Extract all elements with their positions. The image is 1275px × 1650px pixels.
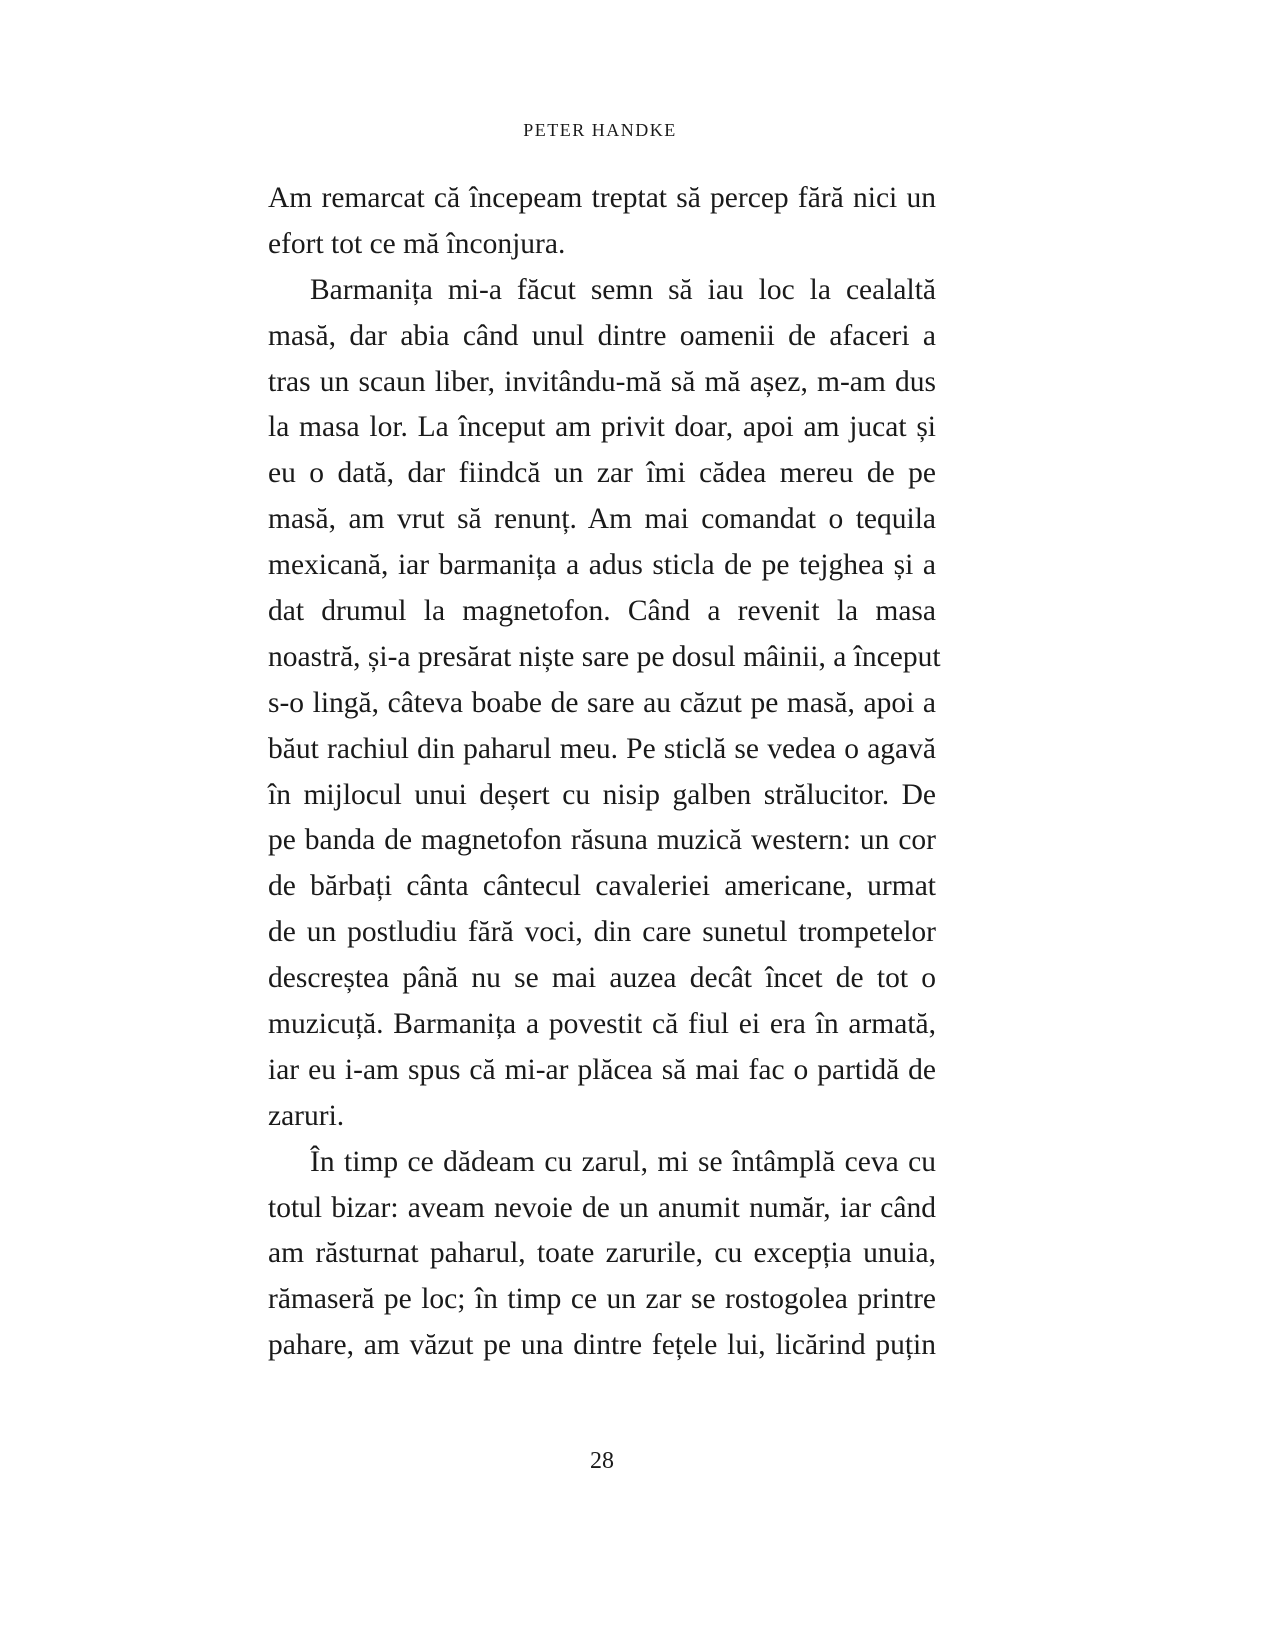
text-line: pahare, am văzut pe una dintre fețele lui, licărind puțin: [268, 1329, 936, 1362]
text-line: iar eu i-am spus că mi-ar plăcea să mai fac o partidă de: [268, 1053, 936, 1086]
text-line: de un postludiu fără voci, din care sunetul trompetelor: [268, 916, 936, 949]
paragraph: [268, 1140, 936, 1369]
text-line: am răsturnat paharul, toate zarurile, cu excepția unuia,: [268, 1237, 936, 1270]
paragraph: [268, 268, 941, 1140]
paragraph: [268, 176, 936, 268]
text-line: tras un scaun liber, invitându-mă să mă așez, m-am dus: [268, 365, 936, 398]
text-line: noastră, și-a presărat niște sare pe dosul mâinii, a început: [268, 640, 941, 673]
text-line: de bărbați cânta cântecul cavaleriei americane, urmat: [268, 870, 936, 903]
text-line: mexicană, iar barmanița a adus sticla de pe tejghea și a: [268, 549, 936, 582]
text-line: Barmanița mi-a făcut semn să iau loc la cealaltă: [310, 273, 936, 306]
text-line: dat drumul la magnetofon. Când a revenit la masa: [268, 595, 936, 628]
running-head: PETER HANDKE: [523, 120, 677, 140]
text-line: s-o lingă, câteva boabe de sare au căzut pe masă, apoi a: [268, 686, 936, 719]
text-line: eu o dată, dar fiindcă un zar îmi cădea mereu de pe: [268, 457, 936, 490]
text-line: rămaseră pe loc; în timp ce un zar se rostogolea printre: [268, 1283, 936, 1316]
text-line: la masa lor. La început am privit doar, apoi am jucat și: [268, 411, 936, 444]
text-line: zaruri.: [268, 1099, 345, 1132]
text-line: băut rachiul din paharul meu. Pe sticlă se vedea o agavă: [268, 732, 936, 765]
text-line: în mijlocul unui deșert cu nisip galben strălucitor. De: [268, 778, 936, 811]
text-line: masă, am vrut să renunț. Am mai comandat o tequila: [268, 503, 936, 536]
body-text: [268, 176, 941, 1369]
text-line: Am remarcat că începeam treptat să percep fără nici un: [268, 182, 936, 214]
page-number: 28: [590, 1448, 614, 1474]
text-line: totul bizar: aveam nevoie de un anumit număr, iar când: [268, 1191, 936, 1224]
text-line: masă, dar abia când unul dintre oamenii de afaceri a: [268, 319, 936, 352]
text-line: efort tot ce mă înconjura.: [268, 227, 566, 260]
text-line: pe banda de magnetofon răsuna muzică western: un cor: [268, 824, 936, 857]
text-line: În timp ce dădeam cu zarul, mi se întâmplă ceva cu: [310, 1145, 936, 1178]
text-line: muzicuță. Barmanița a povestit că fiul ei era în armată,: [268, 1008, 936, 1041]
text-line: descreștea până nu se mai auzea decât încet de tot o: [268, 962, 936, 995]
